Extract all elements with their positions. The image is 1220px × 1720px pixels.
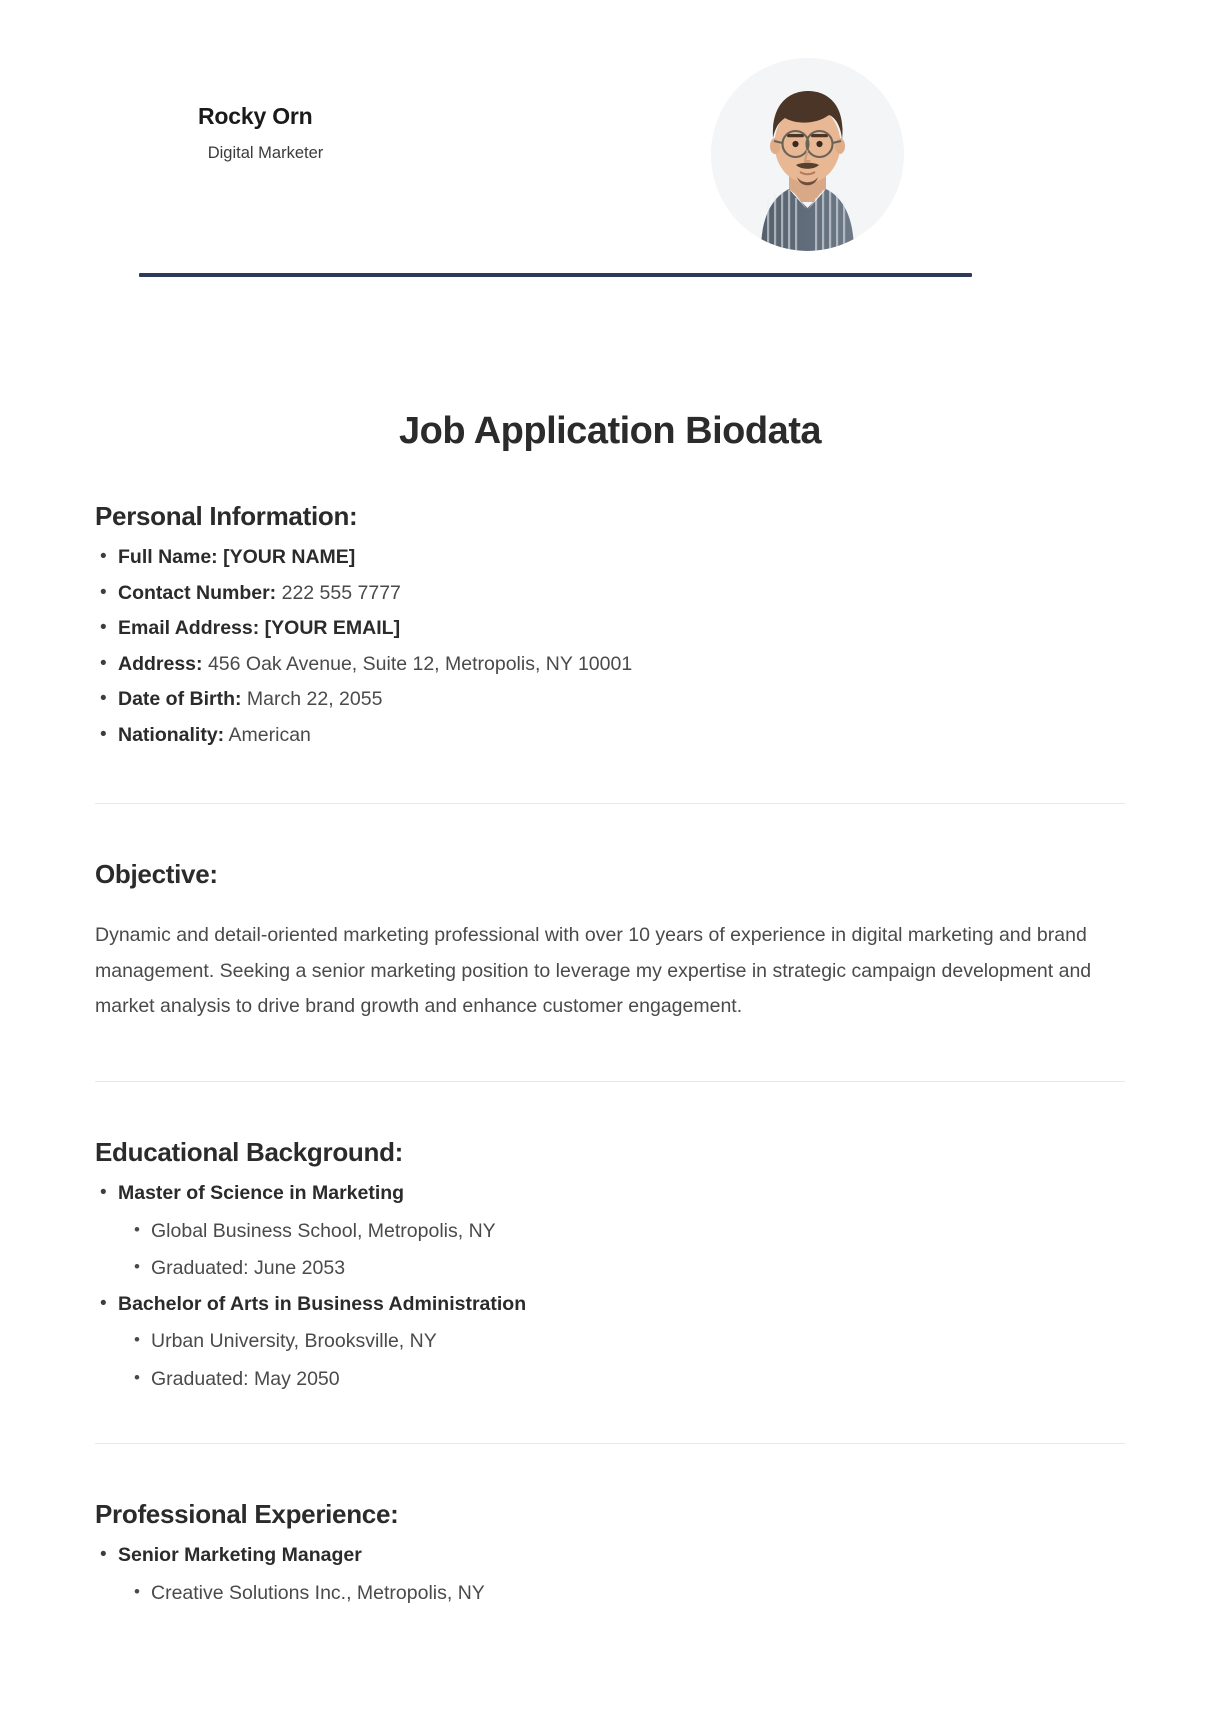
field-value: [YOUR EMAIL] — [264, 617, 401, 640]
header-identity — [198, 102, 333, 163]
list-item — [95, 548, 1125, 568]
candidate-role: Digital Marketer — [207, 143, 324, 162]
experience-detail-list — [118, 1581, 1125, 1604]
section-professional-experience — [0, 1499, 1220, 1603]
list-item: • Graduated: June 2053 — [118, 1259, 1125, 1279]
field-label: Email Address: — [118, 617, 260, 640]
list-item — [95, 1546, 1125, 1603]
section-divider — [95, 1081, 1125, 1082]
objective-heading: Objective: — [95, 859, 218, 890]
section-educational-background — [0, 1137, 1220, 1389]
field-value: 222 555 7777 — [281, 581, 401, 604]
field-label: Address: — [118, 652, 203, 675]
list-item: • Graduated: May 2050 — [118, 1370, 1125, 1390]
field-value: March 22, 2055 — [246, 688, 383, 711]
list-item: • Creative Solutions Inc., Metropolis, NY — [118, 1584, 1125, 1604]
field-value: 456 Oak Avenue, Suite 12, Metropolis, NY 10001 — [207, 652, 633, 675]
list-item — [95, 652, 1125, 675]
education-entry-title: Bachelor of Arts in Business Administration — [118, 1292, 527, 1315]
document-body — [0, 250, 1220, 1603]
field-label: Contact Number: — [118, 581, 277, 604]
candidate-name: Rocky Orn — [198, 103, 313, 129]
list-item — [95, 723, 1125, 746]
field-value: American — [228, 723, 311, 746]
section-objective — [0, 859, 1220, 1025]
field-label: Full Name: — [118, 546, 218, 569]
field-value: [YOUR NAME] — [223, 546, 356, 569]
educational-background-heading: Educational Background: — [95, 1136, 404, 1167]
personal-information-list — [95, 548, 1125, 745]
section-divider — [95, 1443, 1125, 1444]
professional-experience-heading: Professional Experience: — [95, 1499, 399, 1530]
avatar — [711, 58, 904, 251]
objective-text: Dynamic and detail-oriented marketing professional with over 10 years of experience in digital marketing and brand management. Seeking a senior marketing position to leverage my expertise in strategic campaign development and market analysis to drive brand growth and enhance customer engagement. — [95, 924, 1092, 1018]
education-list — [95, 1184, 1125, 1389]
field-label: Nationality: — [118, 723, 225, 746]
list-item — [95, 690, 1125, 710]
experience-list — [95, 1546, 1125, 1603]
section-personal-information — [0, 501, 1220, 745]
field-label: Date of Birth: — [118, 688, 242, 711]
section-divider — [95, 803, 1125, 804]
experience-entry-title: Senior Marketing Manager — [118, 1544, 362, 1567]
list-item — [95, 619, 1125, 639]
page-title: Job Application Biodata — [399, 410, 821, 452]
education-detail-list — [118, 1332, 1125, 1389]
list-item: • Urban University, Brooksville, NY — [118, 1332, 1125, 1352]
document-header — [0, 0, 1220, 250]
list-item — [95, 1292, 1125, 1390]
personal-information-heading: Personal Information: — [95, 501, 358, 531]
list-item — [95, 581, 1125, 604]
profile-photo-icon — [711, 58, 904, 251]
list-item — [95, 1184, 1125, 1279]
list-item: • Global Business School, Metropolis, NY — [118, 1222, 1125, 1242]
education-detail-list — [118, 1219, 1125, 1280]
education-entry-title: Master of Science in Marketing — [118, 1182, 405, 1205]
